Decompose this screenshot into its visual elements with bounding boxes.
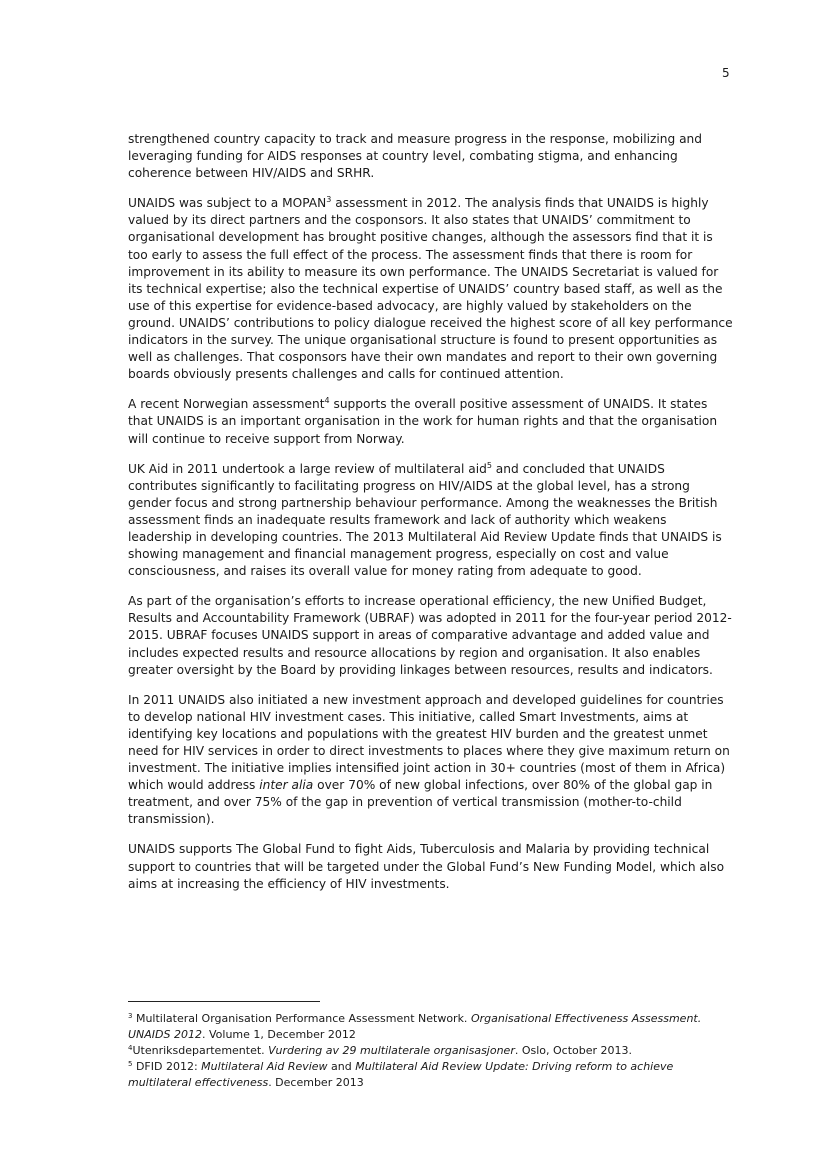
footnote-5-title-2: Multilateral Aid Review Update: Driving reform to achieve multilateral effectiveness [128,1060,674,1089]
footnote-ref-4[interactable]: 4 [324,396,330,406]
footnote-5-mid: and [327,1060,356,1073]
paragraph-2-text-b: assessment in 2012. The analysis finds that UNAIDS is highly valued by its direct partners and the cosponsors. It also states that UNAIDS’ commitment to organisational development has brought positive changes, although the assessors find that it is too early to assess the full effect of the process. The assessment finds that there is room for improvement in its ability to measure its own performance. The UNAIDS Secretariat is valued for its technical expertise; also the technical expertise of UNAIDS’ country based staff, as well as the use of this expertise for evidence-based advocacy, are highly valued by stakeholders on the ground. UNAIDS’ contributions to policy dialogue received the highest score of all key performance indicators in the survey. The unique organisational structure is found to present opportunities as well as challenges. That cosponsors have their own mandates and report to their own governing boards obviously presents challenges and calls for continued attention. [128,196,733,382]
paragraph-5: As part of the organisation’s efforts to increase operational efficiency, the new Unified Budget, Results and Accountability Framework (UBRAF) was adopted in 2011 for the four-year period 2012-2015. UBRAF focuses UNAIDS support in areas of comparative advantage and added value and includes expected results and resource allocations by region and organisation. It also enables greater oversight by the Board by providing linkages between resources, results and indicators. [128,594,732,677]
footnote-4-after: . Oslo, October 2013. [514,1044,633,1057]
paragraph-4-text-b: and concluded that UNAIDS contributes significantly to facilitating progress on HIV/AIDS at the global level, has a strong gender focus and strong partnership behaviour performance. Among the weaknesses the British assessment finds an inadequate results framework and lack of authority which weakens leadership in developing countries. The 2013 Multilateral Aid Review Update finds that UNAIDS is showing management and financial management progress, especially on cost and value consciousness, and raises its overall value for money rating from adequate to good. [128,461,722,579]
paragraph-3 [128,396,733,447]
page-number: 5 [722,66,730,80]
paragraph-6 [128,692,733,829]
footnote-3-title: Organisational Effectiveness Assessment. UNAIDS 2012 [128,1012,702,1041]
paragraph-2-text-a: UNAIDS was subject to a MOPAN [128,196,327,211]
footnotes [128,1011,738,1091]
footnote-ref-5[interactable]: 5 [486,460,492,470]
paragraph-6-text-a: In 2011 UNAIDS also initiated a new investment approach and developed guidelines for countries to develop national HIV investment cases. This initiative, called Smart Investments, aims at identifying key locations and populations with the greatest HIV burden and the greatest unmet need for HIV services in order to direct investments to places where they give maximum return on investment. The initiative implies intensified joint action in 30+ countries (most of them in Africa) which would address [128,692,730,793]
paragraph-1: strengthened country capacity to track and measure progress in the response, mobilizing and leveraging funding for AIDS responses at country level, combating stigma, and enhancing coherence between HIV/AIDS and SRHR. [128,132,703,181]
footnote-4-number: 4 [128,1044,133,1052]
footnote-4 [128,1043,738,1059]
footnote-3-number: 3 [128,1012,133,1020]
paragraph-6-italic: inter alia [259,778,314,793]
footnote-separator [128,1001,320,1002]
paragraph-4 [128,461,733,581]
footnote-ref-3[interactable]: 3 [326,195,332,205]
footnote-5-number: 5 [128,1060,133,1068]
footnote-3-after: . Volume 1, December 2012 [202,1028,356,1041]
footnote-3 [128,1011,738,1043]
paragraph-3-text-a: A recent Norwegian assessment [128,397,325,412]
paragraph-2 [128,195,733,383]
paragraph-3-text-b: supports the overall positive assessment of UNAIDS. It states that UNAIDS is an important organisation in the work for human rights and that the organisation will continue to receive support from Norway. [128,397,718,446]
paragraph-4-text-a: UK Aid in 2011 undertook a large review of multilateral aid [128,461,487,476]
footnote-4-title: Vurdering av 29 multilaterale organisasjoner [268,1044,515,1057]
footnote-5-after: . December 2013 [268,1076,364,1089]
paragraph-6-text-b: over 70% of new global infections, over 80% of the global gap in treatment, and over 75% of the gap in prevention of vertical transmission (mother-to-child transmission). [128,778,713,827]
body-text [128,131,733,906]
footnote-5 [128,1059,738,1091]
paragraph-7: UNAIDS supports The Global Fund to fight Aids, Tuberculosis and Malaria by providing technical support to countries that will be targeted under the Global Fund’s New Funding Model, which also aims at increasing the efficiency of HIV investments. [128,842,725,891]
footnote-5-text: DFID 2012: [132,1060,202,1073]
footnote-4-text: Utenriksdepartementet. [132,1044,269,1057]
footnote-5-title-1: Multilateral Aid Review [201,1060,328,1073]
footnote-3-text: Multilateral Organisation Performance Assessment Network. [132,1012,471,1025]
